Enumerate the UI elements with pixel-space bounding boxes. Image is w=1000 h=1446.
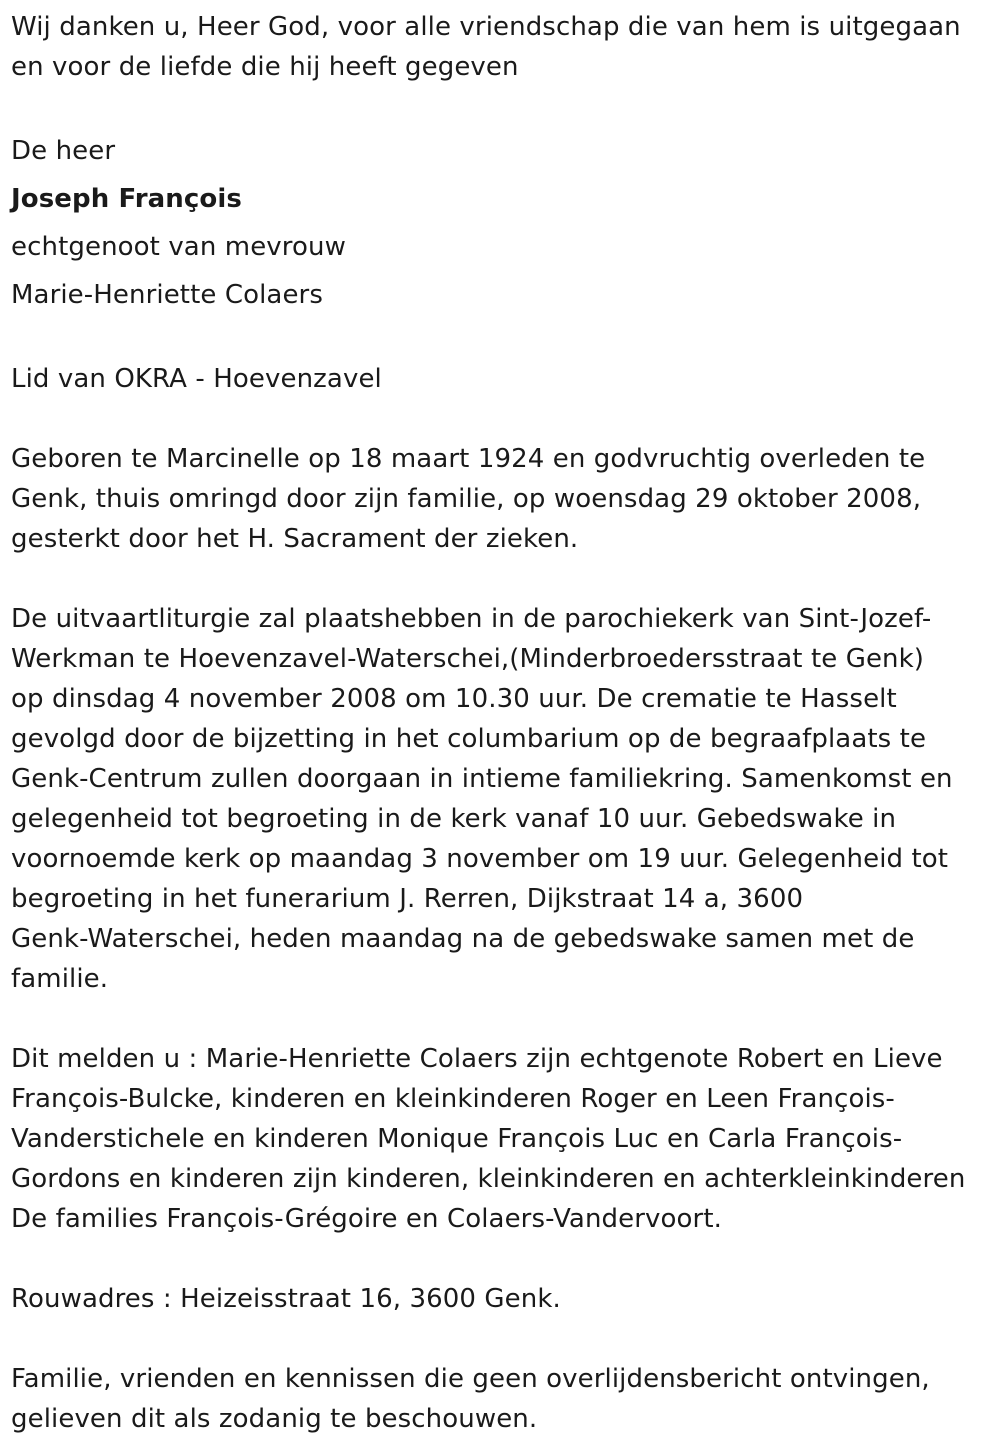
funeral-line-8: begroeting in het funerarium J. Rerren, Dijkstraat 14 a, 3600: [11, 884, 804, 914]
spacer: [11, 559, 986, 599]
announcers-line-5: De families François-Grégoire en Colaers-Vandervoort.: [11, 1204, 722, 1234]
closing-line-1: Familie, vrienden en kennissen die geen overlijdensbericht ontvingen,: [11, 1364, 930, 1394]
funeral-line-4: gevolgd door de bijzetting in het columbarium op de begraafplaats te: [11, 724, 927, 754]
closing-line-2: gelieven dit als zodanig te beschouwen.: [11, 1404, 538, 1434]
spouse-name: Marie-Henriette Colaers: [11, 280, 323, 310]
spacer: [11, 1319, 986, 1359]
membership: Lid van OKRA - Hoevenzavel: [11, 364, 382, 394]
spacer: [11, 399, 986, 439]
obituary-document: [11, 7, 986, 1439]
salutation: De heer: [11, 136, 116, 166]
funeral-line-3: op dinsdag 4 november 2008 om 10.30 uur. De crematie te Hasselt: [11, 684, 897, 714]
spacer: [11, 87, 986, 127]
closing-paragraph: [11, 1359, 986, 1439]
funeral-line-6: gelegenheid tot begroeting in de kerk vanaf 10 uur. Gebedswake in: [11, 804, 897, 834]
mourning-address: Rouwadres : Heizeisstraat 16, 3600 Genk.: [11, 1284, 561, 1314]
spacer: [11, 999, 986, 1039]
spouse-intro: echtgenoot van mevrouw: [11, 232, 346, 262]
spacer: [11, 1239, 986, 1279]
announcers-line-4: Gordons en kinderen zijn kinderen, kleinkinderen en achterkleinkinderen: [11, 1164, 966, 1194]
funeral-line-7: voornoemde kerk op maandag 3 november om 19 uur. Gelegenheid tot: [11, 844, 949, 874]
opening-line-2: en voor de liefde die hij heeft gegeven: [11, 52, 519, 82]
spacer: [11, 319, 986, 359]
birth-death-line-1: Geboren te Marcinelle op 18 maart 1924 en godvruchtig overleden te: [11, 444, 926, 474]
funeral-line-10: familie.: [11, 964, 109, 994]
funeral-line-9: Genk-Waterschei, heden maandag na de gebedswake samen met de: [11, 924, 915, 954]
funeral-line-1: De uitvaartliturgie zal plaatshebben in de parochiekerk van Sint-Jozef-: [11, 604, 932, 634]
funeral-line-5: Genk-Centrum zullen doorgaan in intieme familiekring. Samenkomst en: [11, 764, 953, 794]
opening-line-1: Wij danken u, Heer God, voor alle vriendschap die van hem is uitgegaan: [11, 12, 961, 42]
announcers-line-2: François-Bulcke, kinderen en kleinkinderen Roger en Leen François-: [11, 1084, 895, 1114]
announcers-paragraph: [11, 1039, 986, 1239]
funeral-paragraph: [11, 599, 986, 999]
birth-death-line-2: Genk, thuis omringd door zijn familie, op woensdag 29 oktober 2008,: [11, 484, 922, 514]
announcers-line-1: Dit melden u : Marie-Henriette Colaers zijn echtgenote Robert en Lieve: [11, 1044, 943, 1074]
funeral-line-2: Werkman te Hoevenzavel-Waterschei,(Minderbroedersstraat te Genk): [11, 644, 925, 674]
opening-prayer: [11, 7, 986, 87]
announcers-line-3: Vanderstichele en kinderen Monique François Luc en Carla François-: [11, 1124, 903, 1154]
birth-death-line-3: gesterkt door het H. Sacrament der zieken.: [11, 524, 579, 554]
birth-death-paragraph: [11, 439, 986, 559]
deceased-name: Joseph François: [11, 184, 242, 214]
